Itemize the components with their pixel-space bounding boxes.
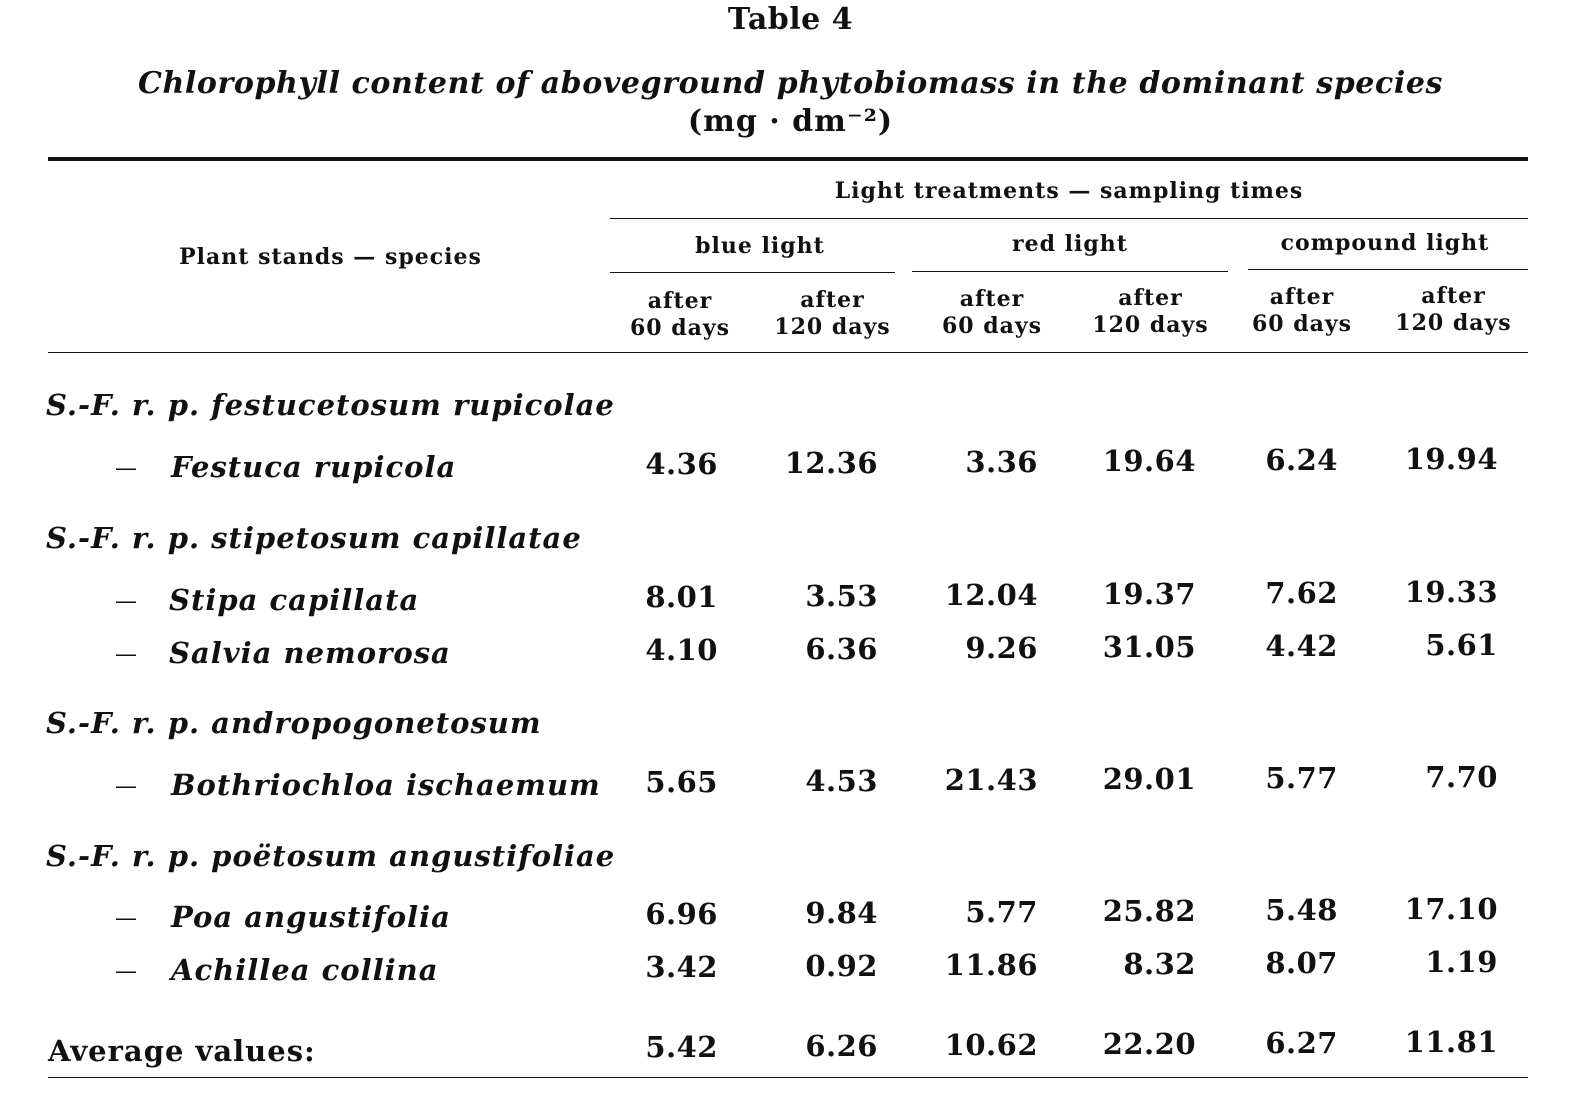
value-cell: 7.70 — [1425, 760, 1498, 794]
value-cell: 3.53 — [805, 579, 878, 613]
value-cell: 8.07 — [1265, 946, 1338, 980]
value-cell: 8.01 — [645, 580, 718, 614]
value-cell: 4.42 — [1265, 629, 1338, 663]
sub-header-blue-60 — [620, 288, 740, 342]
sub-header-after: after — [800, 287, 865, 313]
group-header-blue-light: blue light — [695, 233, 825, 259]
value-cell: 11.86 — [944, 948, 1038, 982]
value-cell: 9.84 — [805, 896, 878, 930]
sub-header-after: after — [959, 286, 1025, 312]
top-rule — [48, 157, 1528, 161]
species-name: Stipa capillata — [169, 583, 420, 617]
sub-header-after: after — [1269, 284, 1335, 310]
value-cell: 4.36 — [645, 447, 718, 481]
value-cell: 0.92 — [805, 949, 878, 983]
row-dash: — — [115, 774, 137, 799]
sub-header-days: 60 days — [629, 315, 731, 341]
section-title: S.-F. r. p. festucetosum rupicolae — [46, 388, 615, 422]
sub-header-compound-60 — [1242, 284, 1362, 338]
value-cell: 4.10 — [645, 633, 718, 667]
value-cell: 6.36 — [805, 632, 878, 666]
value-cell: 1.19 — [1425, 945, 1498, 979]
value-cell: 5.65 — [645, 765, 718, 799]
header-bottom-rule — [48, 352, 1528, 353]
average-value: 5.42 — [645, 1030, 718, 1064]
average-value: 6.26 — [805, 1029, 878, 1063]
group-rule-compound — [1248, 269, 1528, 270]
light-treatments-header: Light treatments — sampling times — [834, 178, 1304, 204]
table-title: Table 4 — [727, 2, 854, 37]
section-title: S.-F. r. p. andropogonetosum — [46, 706, 542, 740]
sub-header-compound-120 — [1386, 283, 1521, 337]
row-label-header: Plant stands — species — [179, 244, 482, 270]
group-header-red-light: red light — [1012, 231, 1128, 257]
average-label: Average values: — [48, 1034, 316, 1068]
value-cell: 6.96 — [645, 897, 718, 931]
value-cell: 17.10 — [1404, 892, 1498, 926]
value-cell: 5.77 — [965, 895, 1038, 929]
value-cell: 19.33 — [1404, 575, 1498, 609]
value-cell: 9.26 — [965, 631, 1038, 665]
value-cell: 5.77 — [1265, 761, 1338, 795]
table-caption: Chlorophyll content of aboveground phytobiomass in the dominant species — [137, 66, 1444, 101]
species-name: Salvia nemorosa — [169, 636, 451, 670]
section-title: S.-F. r. p. stipetosum capillatae — [46, 521, 582, 555]
sub-header-after: after — [647, 288, 713, 314]
sub-header-blue-120 — [765, 287, 900, 341]
value-cell: 7.62 — [1265, 576, 1338, 610]
value-cell: 5.61 — [1425, 628, 1498, 662]
value-cell: 19.37 — [1102, 577, 1196, 611]
value-cell: 21.43 — [944, 763, 1038, 797]
row-dash: — — [115, 456, 137, 481]
sub-header-days: 120 days — [1092, 312, 1209, 338]
sub-header-red-120 — [1083, 285, 1218, 339]
average-value: 22.20 — [1102, 1027, 1196, 1061]
average-value: 6.27 — [1265, 1026, 1338, 1060]
value-cell: 29.01 — [1102, 762, 1196, 796]
sub-header-red-60 — [932, 286, 1052, 340]
sub-header-days: 120 days — [774, 314, 891, 340]
sub-header-days: 120 days — [1395, 310, 1512, 336]
group-rule-red — [912, 271, 1228, 272]
average-value: 11.81 — [1404, 1025, 1498, 1059]
value-cell: 31.05 — [1102, 630, 1196, 664]
section-title: S.-F. r. p. poëtosum angustifoliae — [46, 839, 616, 873]
average-value: 10.62 — [944, 1028, 1038, 1062]
value-cell: 6.24 — [1265, 443, 1338, 477]
species-name: Poa angustifolia — [171, 900, 451, 934]
group-header-compound-light: compound light — [1280, 230, 1490, 256]
value-cell: 5.48 — [1265, 893, 1338, 927]
row-dash: — — [115, 959, 137, 984]
super-header-rule — [610, 218, 1528, 219]
species-name: Achillea collina — [171, 953, 439, 987]
row-dash: — — [115, 906, 137, 931]
value-cell: 19.94 — [1404, 442, 1498, 476]
species-name: Festuca rupicola — [171, 450, 457, 484]
group-rule-blue — [610, 272, 895, 273]
sub-header-after: after — [1118, 285, 1183, 311]
row-dash: — — [115, 589, 137, 614]
sub-header-days: 60 days — [941, 313, 1043, 339]
value-cell: 3.36 — [965, 445, 1038, 479]
value-cell: 12.36 — [784, 446, 878, 480]
value-cell: 8.32 — [1123, 947, 1196, 981]
sub-header-after: after — [1421, 283, 1486, 309]
value-cell: 3.42 — [645, 950, 718, 984]
table-units: (mg · dm⁻²) — [687, 104, 894, 139]
bottom-rule — [48, 1077, 1528, 1078]
row-dash: — — [115, 642, 137, 667]
value-cell: 12.04 — [944, 578, 1038, 612]
value-cell: 19.64 — [1102, 444, 1196, 478]
sub-header-days: 60 days — [1251, 311, 1353, 337]
value-cell: 4.53 — [805, 764, 878, 798]
species-name: Bothriochloa ischaemum — [171, 768, 601, 802]
value-cell: 25.82 — [1102, 894, 1196, 928]
